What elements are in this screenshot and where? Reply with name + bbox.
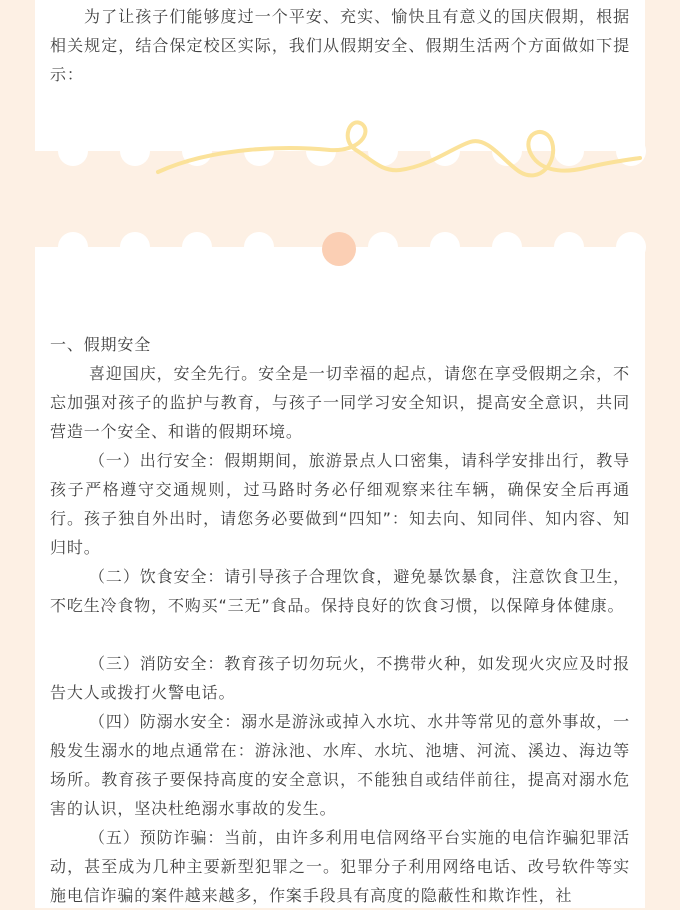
fraud-prevention-paragraph: （五）预防诈骗：当前，由许多利用电信网络平台实施的电信诈骗犯罪活动，甚至成为几种主要新型犯罪之一。犯罪分子利用网络电话、改号软件等实施电信诈骗的案件越来越多，作案手段具有高度的隐蔽性和欺诈性，社: [50, 828, 630, 905]
peach-dot: [322, 232, 356, 266]
fire-safety-paragraph: （三）消防安全：教育孩子切勿玩火，不携带火种，如发现火灾应及时报告大人或拨打火警电话。: [50, 654, 630, 702]
top-scallop-edge: [58, 136, 646, 166]
drowning-safety-paragraph: （四）防溺水安全：溺水是游泳或掉入水坑、水井等常见的意外事故，一般发生溺水的地点通常在：游泳池、水库、水坑、池塘、河流、溪边、海边等场所。教育孩子要保持高度的安全意识，不能独自或结伴前往，提高对溺水危害的认识，坚决杜绝溺水事故的发生。: [50, 712, 630, 818]
section-intro-paragraph: 喜迎国庆，安全先行。安全是一切幸福的起点，请您在享受假期之余，不忘加强对孩子的监护与教育，与孩子一同学习安全知识，提高安全意识，共同营造一个安全、和谐的假期环境。: [50, 364, 630, 441]
food-safety-paragraph: （二）饮食安全：请引导孩子合理饮食，避免暴饮暴食，注意饮食卫生，不吃生冷食物，不购买“三无”食品。保持良好的饮食习惯，以保障身体健康。: [50, 567, 630, 615]
intro-paragraph: 为了让孩子们能够度过一个平安、充实、愉快且有意义的国庆假期，根据相关规定，结合保定校区实际，我们从假期安全、假期生活两个方面做如下提示：: [50, 7, 630, 84]
section-heading-holiday-safety: 一、假期安全: [50, 335, 152, 354]
travel-safety-paragraph: （一）出行安全：假期期间，旅游景点人口密集，请科学安排出行，教导孩子严格遵守交通规则，过马路时务必仔细观察来往车辆，确保安全后再通行。孩子独自外出时，请您务必要做到“四知”：知去向、知同伴、知内容、知归时。: [50, 451, 630, 557]
